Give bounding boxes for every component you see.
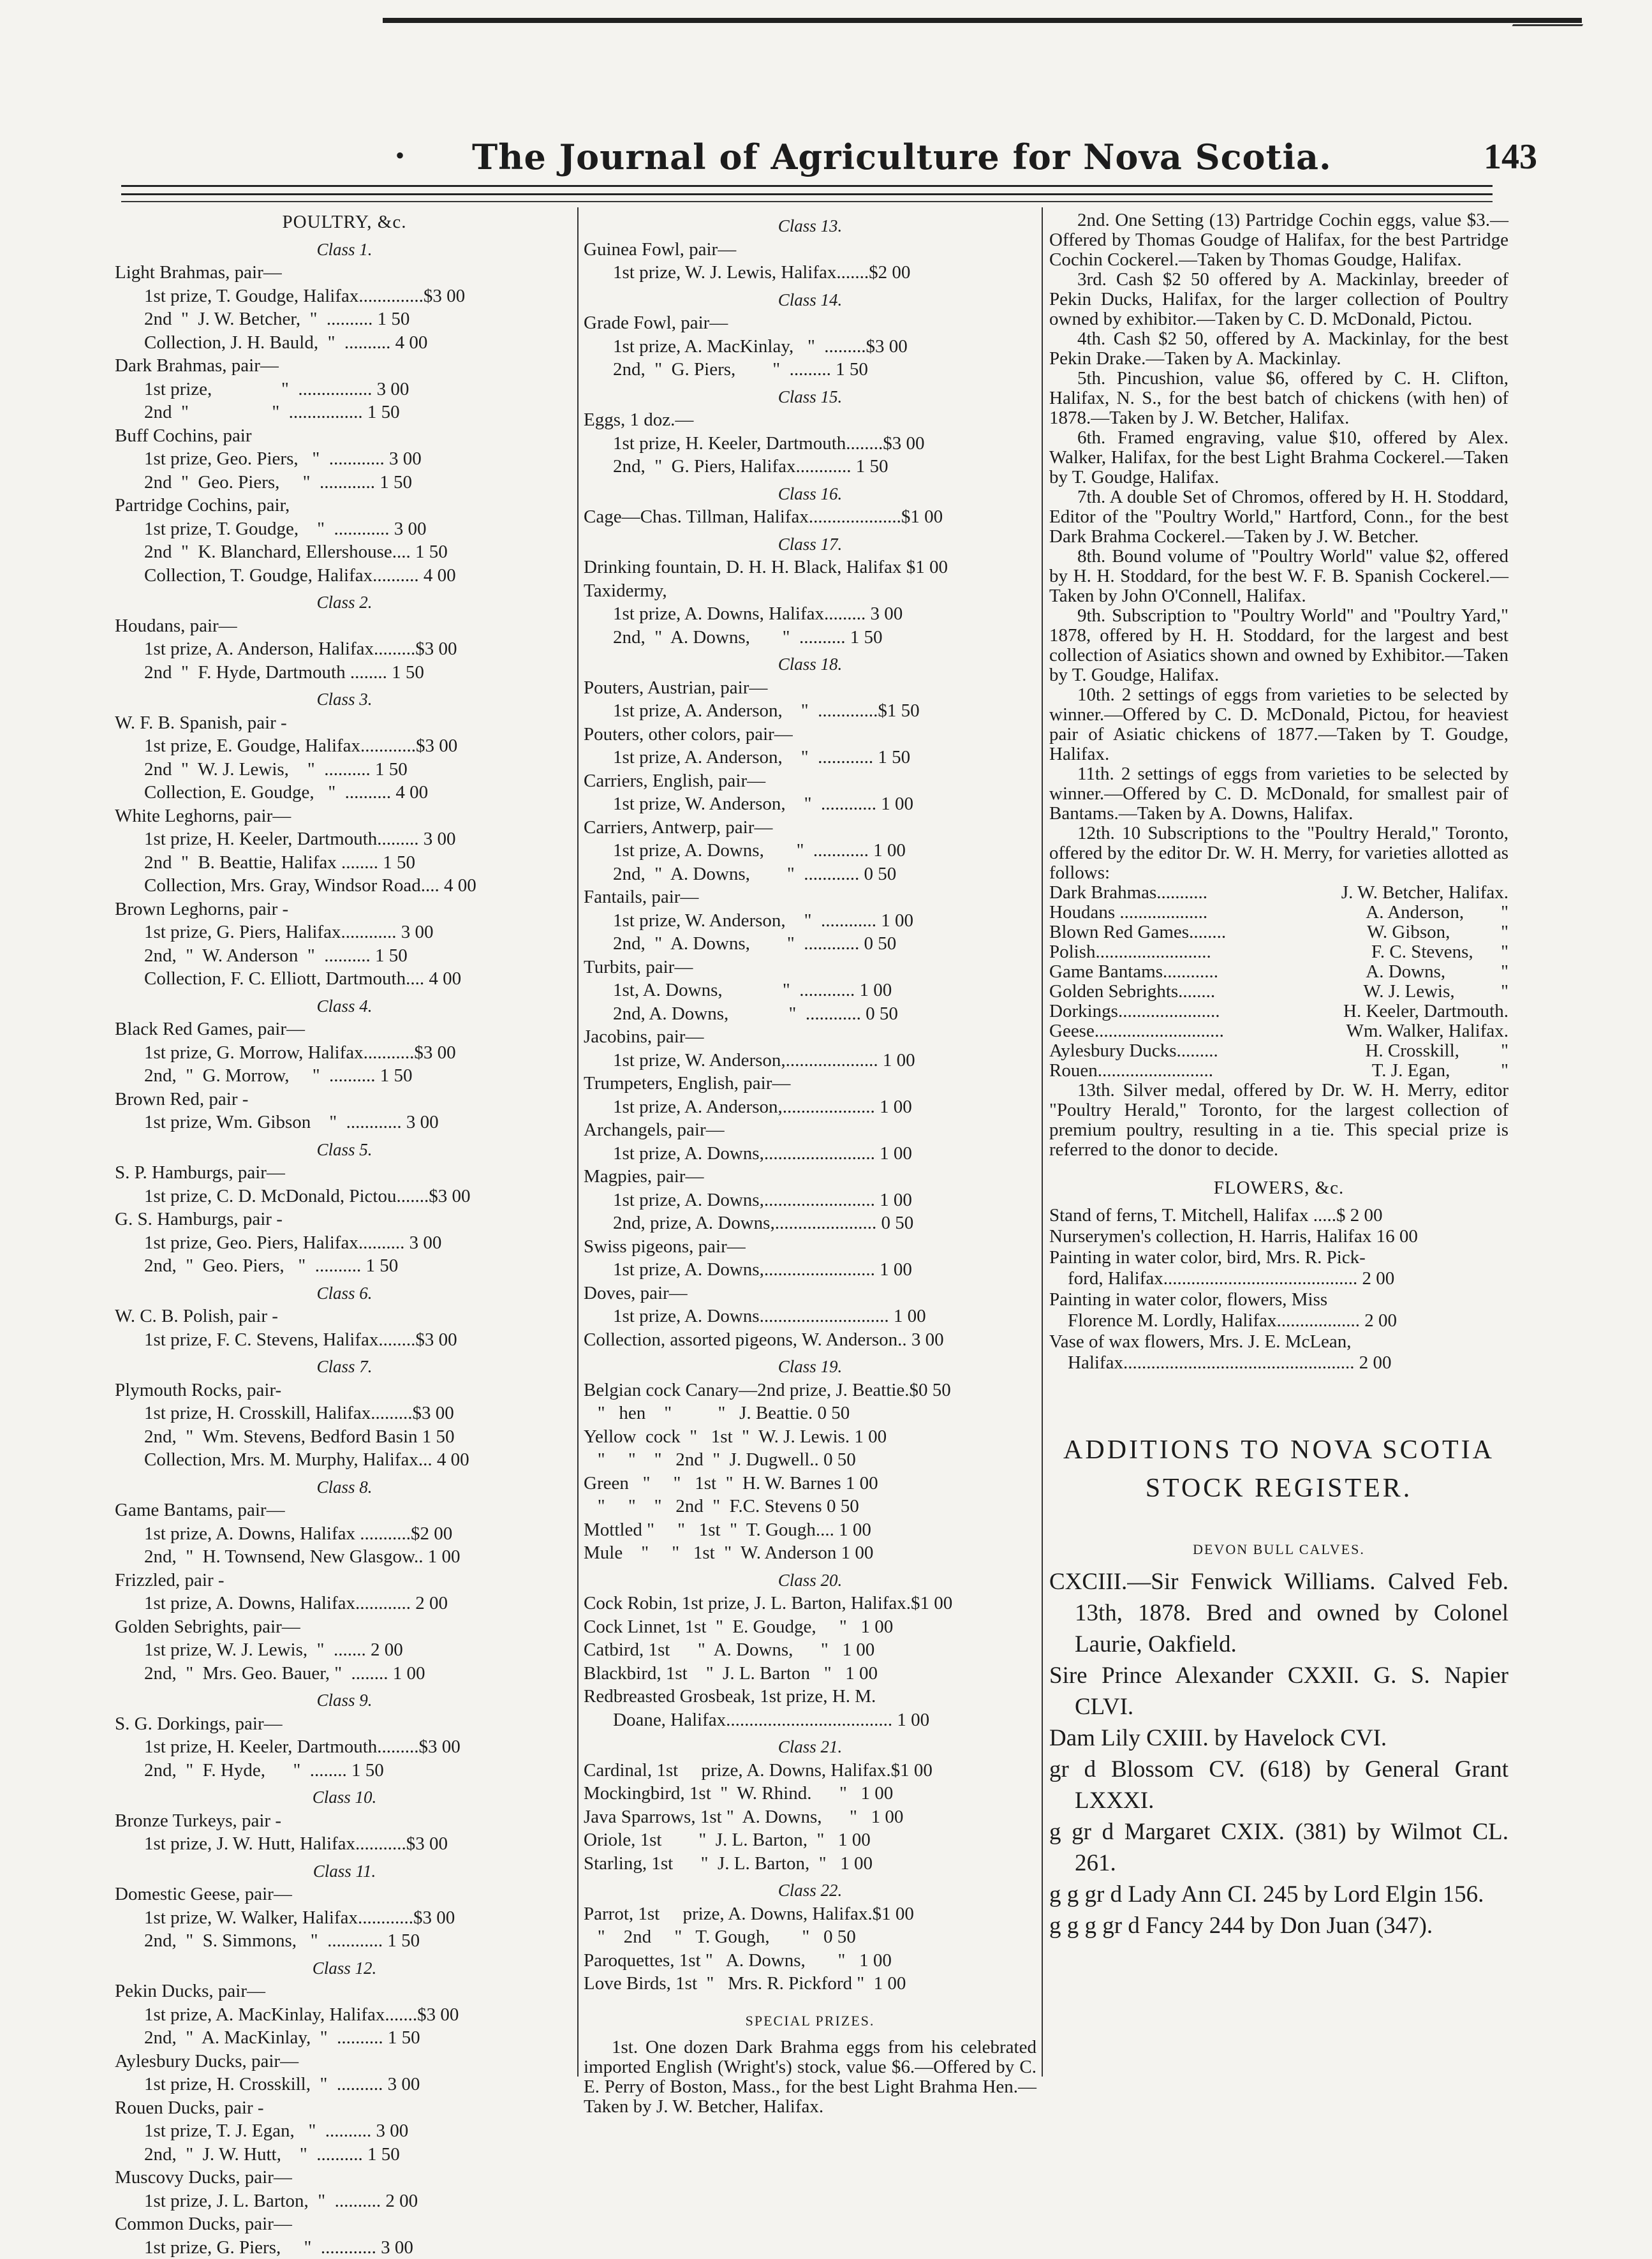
- class-heading: Class 12.: [115, 1957, 574, 1980]
- prize-line: Collection, T. Goudge, Halifax.......... 4 00: [115, 564, 574, 588]
- class-heading: Class 8.: [115, 1476, 574, 1499]
- class-heading: Class 3.: [115, 688, 574, 711]
- class-heading: Class 5.: [115, 1138, 574, 1162]
- prize-line: 1st prize, A. Anderson, " ............ 1 50: [584, 746, 1036, 769]
- prize-line: 1st prize, H. Keeler, Dartmouth......... 3 00: [115, 827, 574, 851]
- prize-line: 2nd, " A. Downs, " .......... 1 50: [584, 626, 1036, 649]
- entry-title: Pekin Ducks, pair—: [115, 1980, 574, 2003]
- header-rule-thin: [121, 201, 1493, 202]
- entry-title: " 2nd " T. Gough, " 0 50: [584, 1925, 1036, 1949]
- class-heading: Class 4.: [115, 995, 574, 1018]
- class-heading: Class 19.: [584, 1355, 1036, 1379]
- class-heading: Class 11.: [115, 1860, 574, 1883]
- special-prize-entry: 12th. 10 Subscriptions to the "Poultry Herald," Toronto, offered by the editor Dr. W. H. Merry, for varieties allotted as follows:: [1049, 824, 1508, 883]
- entry-title: Starling, 1st " J. L. Barton, " 1 00: [584, 1852, 1036, 1876]
- entry-title: Yellow cock " 1st " W. J. Lewis. 1 00: [584, 1425, 1036, 1449]
- header-dot: •: [395, 140, 404, 170]
- class-heading: Class 7.: [115, 1355, 574, 1379]
- entry-title: " " " 2nd " J. Dugwell.. 0 50: [584, 1448, 1036, 1472]
- allotment-variety: Blown Red Games........: [1049, 922, 1226, 942]
- allotment-variety: Game Bantams............: [1049, 962, 1218, 982]
- top-border-bar: [383, 18, 1582, 23]
- prize-line: 1st prize, W. Anderson, " ............ 1 00: [584, 909, 1036, 933]
- allotment-row: [1049, 922, 1508, 942]
- entry-title: Houdans, pair—: [115, 614, 574, 638]
- allotment-row: [1049, 1002, 1508, 1021]
- prize-line: 2nd, " J. W. Hutt, " .......... 1 50: [115, 2143, 574, 2166]
- prize-line: 2nd, A. Downs, " ............ 0 50: [584, 1002, 1036, 1026]
- prize-line: 1st prize, A. Downs,........................ 1 00: [584, 1189, 1036, 1212]
- prize-line: 1st prize, A. Anderson, Halifax.........$3 00: [115, 637, 574, 661]
- prize-line: 2nd " F. Hyde, Dartmouth ........ 1 50: [115, 661, 574, 685]
- register-line: Sire Prince Alexander CXXII. G. S. Napier CLVI.: [1049, 1660, 1508, 1722]
- class-heading: Class 20.: [584, 1569, 1036, 1592]
- column-poultry: [115, 211, 574, 2259]
- prize-line: 1st prize, Geo. Piers, Halifax.......... 3 00: [115, 1231, 574, 1255]
- prize-line: 2nd " " ................ 1 50: [115, 401, 574, 424]
- register-line: gr d Blossom CV. (618) by General Grant LXXXI.: [1049, 1754, 1508, 1816]
- column-special-prizes: [1049, 211, 1508, 1941]
- prize-line: 1st prize, H. Keeler, Dartmouth.........$3 00: [115, 1735, 574, 1759]
- register-entries: [1049, 1566, 1508, 1941]
- register-line: g g gr d Lady Ann CI. 245 by Lord Elgin 156.: [1049, 1879, 1508, 1910]
- allotment-variety: Aylesbury Ducks.........: [1049, 1041, 1218, 1061]
- register-line: g gr d Margaret CXIX. (381) by Wilmot CL. 261.: [1049, 1816, 1508, 1879]
- entry-title: Frizzled, pair -: [115, 1569, 574, 1592]
- prize-line: 1st prize, A. Anderson,.................... 1 00: [584, 1095, 1036, 1119]
- entry-title: Rouen Ducks, pair -: [115, 2096, 574, 2120]
- prize-line: 1st prize, C. D. McDonald, Pictou.......$3 00: [115, 1185, 574, 1208]
- entry-title: G. S. Hamburgs, pair -: [115, 1208, 574, 1231]
- entry-title: Love Birds, 1st " Mrs. R. Pickford " 1 00: [584, 1972, 1036, 1996]
- allotment-winner: H. Keeler, Dartmouth.: [1343, 1002, 1508, 1021]
- allotment-variety: Houdans ...................: [1049, 903, 1207, 922]
- entry-title: Pouters, Austrian, pair—: [584, 676, 1036, 700]
- class-heading: Class 10.: [115, 1786, 574, 1809]
- special-prize-13: 13th. Silver medal, offered by Dr. W. H. Merry, editor "Poultry Herald," Toronto, for the largest collection of premium poultry, resulting in a tie. This special prize is referred to the donor to decide.: [1049, 1081, 1508, 1160]
- prize-line: 1st prize, A. Downs,........................ 1 00: [584, 1258, 1036, 1282]
- prize-line: 2nd, " Mrs. Geo. Bauer, " ........ 1 00: [115, 1662, 574, 1685]
- prize-line: 1st prize, W. Walker, Halifax............$3 00: [115, 1906, 574, 1930]
- entry-title: Cage—Chas. Tillman, Halifax....................$1 00: [584, 505, 1036, 529]
- prize-line: 2nd, " A. Downs, " ............ 0 50: [584, 863, 1036, 886]
- entry-title: Domestic Geese, pair—: [115, 1883, 574, 1906]
- register-line: g g g gr d Fancy 244 by Don Juan (347).: [1049, 1910, 1508, 1941]
- entry-title: S. P. Hamburgs, pair—: [115, 1161, 574, 1185]
- prize-line: 1st prize, Wm. Gibson " ............ 3 00: [115, 1111, 574, 1134]
- prize-line: Collection, E. Goudge, " .......... 4 00: [115, 781, 574, 804]
- special-prize-entry: 2nd. One Setting (13) Partridge Cochin eggs, value $3.—Offered by Thomas Goudge of Halifax, for the best Partridge Cochin Cockerel.—Taken by Thomas Goudge, Halifax.: [1049, 211, 1508, 270]
- prize-line: 2nd, " G. Piers, Halifax............ 1 50: [584, 455, 1036, 478]
- page-number: 143: [1484, 137, 1537, 177]
- special-prize-entry: 8th. Bound volume of "Poultry World" value $2, offered by H. H. Stoddard, for the best W. F. B. Spanish Cockerel.—Taken by John O'Connell, Halifax.: [1049, 547, 1508, 606]
- allotment-variety: Dorkings......................: [1049, 1002, 1220, 1021]
- prize-line: Collection, F. C. Elliott, Dartmouth.... 4 00: [115, 967, 574, 991]
- flower-entry: Painting in water color, flowers, Miss: [1049, 1289, 1508, 1310]
- prize-line: 2nd, " G. Piers, " ......... 1 50: [584, 358, 1036, 381]
- entry-title: White Leghorns, pair—: [115, 804, 574, 828]
- allotment-row: [1049, 903, 1508, 922]
- register-line: Dam Lily CXIII. by Havelock CVI.: [1049, 1722, 1508, 1754]
- entry-title: Pouters, other colors, pair—: [584, 723, 1036, 746]
- entry-title: Brown Red, pair -: [115, 1088, 574, 1111]
- class-heading: Class 21.: [584, 1735, 1036, 1759]
- prize-line: 1st prize, A. Anderson, " .............$1 50: [584, 699, 1036, 723]
- allotment-winner: A. Anderson, ": [1366, 903, 1508, 922]
- prize-line: 2nd " Geo. Piers, " ............ 1 50: [115, 471, 574, 494]
- entry-title: Collection, assorted pigeons, W. Anderson.. 3 00: [584, 1328, 1036, 1352]
- entry-title: Buff Cochins, pair: [115, 424, 574, 448]
- entry-title: Catbird, 1st " A. Downs, " 1 00: [584, 1638, 1036, 1662]
- prize-line: 1st prize, T. Goudge, " ............ 3 00: [115, 517, 574, 541]
- allotment-row: [1049, 962, 1508, 982]
- prize-line: 1st prize, G. Piers, Halifax............ 3 00: [115, 921, 574, 944]
- scan-mark: [1512, 5, 1594, 26]
- allotment-row: [1049, 1021, 1508, 1041]
- prize-line: 1st prize, H. Crosskill, Halifax.........$3 00: [115, 1402, 574, 1425]
- entry-title: Turbits, pair—: [584, 956, 1036, 979]
- prize-line: 1st prize, J. L. Barton, " .......... 2 00: [115, 2189, 574, 2213]
- entry-title: Brown Leghorns, pair -: [115, 898, 574, 921]
- prize-line: 2nd, " G. Morrow, " .......... 1 50: [115, 1064, 574, 1088]
- section-heading: POULTRY, &c.: [115, 211, 574, 234]
- prize-line: 1st prize, A. Downs, " ............ 1 00: [584, 839, 1036, 863]
- prize-line: 2nd, " Geo. Piers, " .......... 1 50: [115, 1254, 574, 1278]
- prize-line: 1st prize, A. MacKinlay, Halifax.......$3 00: [115, 2003, 574, 2027]
- entry-title: Fantails, pair—: [584, 885, 1036, 909]
- devon-heading: DEVON BULL CALVES.: [1049, 1538, 1508, 1562]
- class-heading: Class 14.: [584, 288, 1036, 312]
- prize-line: 1st prize, A. Downs, Halifax ...........$2 00: [115, 1522, 574, 1546]
- entry-title: Plymouth Rocks, pair-: [115, 1379, 574, 1402]
- entry-title: Doves, pair—: [584, 1282, 1036, 1305]
- additions-heading: ADDITIONS TO NOVA SCOTIA: [1049, 1431, 1508, 1469]
- special-prize-entry: 7th. A double Set of Chromos, offered by H. H. Stoddard, Editor of the "Poultry World," Hartford, Conn., for the best Dark Brahma Cockerel.—Taken by J. W. Betcher.: [1049, 487, 1508, 547]
- allotment-variety: Dark Brahmas...........: [1049, 883, 1207, 903]
- allotment-winner: H. Crosskill, ": [1365, 1041, 1508, 1061]
- prize-line: 1st prize, E. Goudge, Halifax............$3 00: [115, 734, 574, 758]
- entry-title: Common Ducks, pair—: [115, 2212, 574, 2236]
- entry-title: Mottled " " 1st " T. Gough.... 1 00: [584, 1518, 1036, 1542]
- allotment-row: [1049, 1061, 1508, 1081]
- stock-register-heading: STOCK REGISTER.: [1049, 1469, 1508, 1507]
- prize-line: 1st prize, H. Keeler, Dartmouth........$3 00: [584, 432, 1036, 456]
- prize-line: Collection, Mrs. Gray, Windsor Road.... 4 00: [115, 874, 574, 898]
- prize-line: 1st prize, H. Crosskill, " .......... 3 00: [115, 2073, 574, 2096]
- class-heading: Class 16.: [584, 482, 1036, 506]
- class-heading: Class 22.: [584, 1879, 1036, 1902]
- entry-title: Belgian cock Canary—2nd prize, J. Beattie.$0 50: [584, 1379, 1036, 1402]
- allotment-variety: Rouen.........................: [1049, 1061, 1213, 1081]
- entry-title: Oriole, 1st " J. L. Barton, " 1 00: [584, 1828, 1036, 1852]
- entry-title: Blackbird, 1st " J. L. Barton " 1 00: [584, 1662, 1036, 1685]
- entry-title: Light Brahmas, pair—: [115, 261, 574, 285]
- flowers-list: [1049, 1205, 1508, 1374]
- allotment-variety: Golden Sebrights........: [1049, 982, 1215, 1002]
- entry-title: Parrot, 1st prize, A. Downs, Halifax.$1 00: [584, 1902, 1036, 1926]
- class-heading: Class 13.: [584, 214, 1036, 238]
- prize-line: 1st, A. Downs, " ............ 1 00: [584, 979, 1036, 1002]
- prize-line: 1st prize, A. Downs,........................ 1 00: [584, 1142, 1036, 1166]
- flower-entry: Stand of ferns, T. Mitchell, Halifax .....$ 2 00: [1049, 1205, 1508, 1226]
- entry-title: Aylesbury Ducks, pair—: [115, 2050, 574, 2073]
- allotment-row: [1049, 942, 1508, 962]
- prize-line: 1st prize, F. C. Stevens, Halifax........$3 00: [115, 1328, 574, 1352]
- special-prizes-list: [1049, 211, 1508, 883]
- flowers-heading: FLOWERS, &c.: [1049, 1176, 1508, 1200]
- entry-title: Swiss pigeons, pair—: [584, 1235, 1036, 1259]
- special-prize-entry: 4th. Cash $2 50, offered by A. Mackinlay, for the best Pekin Drake.—Taken by A. Mackinlay.: [1049, 329, 1508, 369]
- entry-title: W. F. B. Spanish, pair -: [115, 711, 574, 735]
- column-rule-1: [577, 207, 579, 2077]
- prize-line: 1st prize, A. Downs, Halifax............ 2 00: [115, 1592, 574, 1615]
- class-heading: Class 18.: [584, 653, 1036, 676]
- allotment-winner: Wm. Walker, Halifax.: [1346, 1021, 1508, 1041]
- prize-line: 2nd " W. J. Lewis, " .......... 1 50: [115, 758, 574, 781]
- entry-title: Magpies, pair—: [584, 1165, 1036, 1189]
- allotment-winner: T. J. Egan, ": [1372, 1061, 1508, 1081]
- entry-title: Mockingbird, 1st " W. Rhind. " 1 00: [584, 1782, 1036, 1805]
- journal-title: The Journal of Agriculture for Nova Scotia.: [472, 137, 1365, 177]
- entry-title: Dark Brahmas, pair—: [115, 354, 574, 378]
- prize-line: 2nd, " Wm. Stevens, Bedford Basin 1 50: [115, 1425, 574, 1449]
- entry-title: Muscovy Ducks, pair—: [115, 2166, 574, 2189]
- allotment-table: [1049, 883, 1508, 1081]
- entry-title: Redbreasted Grosbeak, 1st prize, H. M.: [584, 1685, 1036, 1708]
- column-classes-13-22: [584, 211, 1036, 2117]
- entry-title: Partridge Cochins, pair,: [115, 494, 574, 517]
- entry-title: Archangels, pair—: [584, 1118, 1036, 1142]
- prize-line: 1st prize, T. J. Egan, " .......... 3 00: [115, 2119, 574, 2143]
- entry-title: " " " 2nd " F.C. Stevens 0 50: [584, 1495, 1036, 1518]
- special-prize-entry: 10th. 2 settings of eggs from varieties to be selected by winner.—Offered by C. D. McDonald, Pictou, for heaviest pair of Asiatic chickens of 1877.—Taken by T. Goudge, Halifax.: [1049, 685, 1508, 764]
- prize-line: 1st prize, G. Morrow, Halifax...........$3 00: [115, 1041, 574, 1065]
- entry-title: " hen " " J. Beattie. 0 50: [584, 1402, 1036, 1425]
- prize-line: 2nd, " H. Townsend, New Glasgow.. 1 00: [115, 1545, 574, 1569]
- prize-line: 2nd, " F. Hyde, " ........ 1 50: [115, 1759, 574, 1782]
- allotment-variety: Geese............................: [1049, 1021, 1224, 1041]
- register-line: CXCIII.—Sir Fenwick Williams. Calved Feb. 13th, 1878. Bred and owned by Colonel Laurie, Oakfield.: [1049, 1566, 1508, 1660]
- entry-title: Trumpeters, English, pair—: [584, 1072, 1036, 1095]
- entry-title: Black Red Games, pair—: [115, 1018, 574, 1041]
- special-prize-entry: 9th. Subscription to "Poultry World" and "Poultry Yard," 1878, offered by H. H. Stoddard, for the largest and best collection of Asiatics shown and owned by Exhibitor.—Taken by T. Goudge, Halifax.: [1049, 606, 1508, 685]
- entry-title: Java Sparrows, 1st " A. Downs, " 1 00: [584, 1805, 1036, 1829]
- prize-line: 2nd " B. Beattie, Halifax ........ 1 50: [115, 851, 574, 875]
- prize-line: 2nd, " W. Anderson " .......... 1 50: [115, 944, 574, 968]
- allotment-winner: W. Gibson, ": [1367, 922, 1508, 942]
- prize-line: 1st prize, W. Anderson, " ............ 1 00: [584, 792, 1036, 816]
- prize-line: 2nd, " A. MacKinlay, " .......... 1 50: [115, 2026, 574, 2050]
- entry-title: Guinea Fowl, pair—: [584, 238, 1036, 262]
- class-heading: Class 15.: [584, 385, 1036, 409]
- allotment-winner: A. Downs, ": [1366, 962, 1508, 982]
- entry-title: Carriers, English, pair—: [584, 769, 1036, 793]
- prize-line: 1st prize, W. J. Lewis, Halifax.......$2 00: [584, 261, 1036, 285]
- prize-line: 1st prize, A. Downs, Halifax......... 3 00: [584, 602, 1036, 626]
- prize-line: Doane, Halifax.................................... 1 00: [584, 1708, 1036, 1732]
- prize-line: 2nd, " S. Simmons, " ............ 1 50: [115, 1929, 574, 1953]
- flower-entry: Halifax.................................................. 2 00: [1049, 1352, 1508, 1374]
- prize-line: 1st prize, G. Piers, " ............ 3 00: [115, 2236, 574, 2259]
- special-prize-entry: 11th. 2 settings of eggs from varieties to be selected by winner.—Offered by C. D. McDonald, for smallest pair of Bantams.—Taken by A. Downs, Halifax.: [1049, 764, 1508, 824]
- entry-title: Golden Sebrights, pair—: [115, 1615, 574, 1639]
- entry-title: Taxidermy,: [584, 579, 1036, 603]
- prize-line: 1st prize, T. Goudge, Halifax..............$3 00: [115, 285, 574, 308]
- prize-line: 2nd, prize, A. Downs,...................... 0 50: [584, 1211, 1036, 1235]
- entry-title: Carriers, Antwerp, pair—: [584, 816, 1036, 840]
- entry-title: Cardinal, 1st prize, A. Downs, Halifax.$1 00: [584, 1759, 1036, 1782]
- prize-line: 1st prize, A. MacKinlay, " .........$3 00: [584, 335, 1036, 359]
- entry-title: Eggs, 1 doz.—: [584, 408, 1036, 432]
- prize-line: 1st prize, W. J. Lewis, " ....... 2 00: [115, 1638, 574, 1662]
- class-heading: Class 1.: [115, 238, 574, 262]
- entry-title: Cock Robin, 1st prize, J. L. Barton, Halifax.$1 00: [584, 1592, 1036, 1615]
- prize-line: Collection, J. H. Bauld, " .......... 4 00: [115, 331, 574, 355]
- allotment-variety: Polish.........................: [1049, 942, 1211, 962]
- prize-line: Collection, Mrs. M. Murphy, Halifax... 4 00: [115, 1448, 574, 1472]
- prize-line: 2nd, " A. Downs, " ............ 0 50: [584, 932, 1036, 956]
- header-rule-double: [121, 185, 1493, 195]
- allotment-row: [1049, 982, 1508, 1002]
- special-prize-entry: 3rd. Cash $2 50 offered by A. Mackinlay, breeder of Pekin Ducks, Halifax, for the larger collection of Poultry owned by exhibitor.—Taken by C. D. McDonald, Pictou.: [1049, 270, 1508, 329]
- entry-title: Cock Linnet, 1st " E. Goudge, " 1 00: [584, 1615, 1036, 1639]
- prize-line: 1st prize, " ................ 3 00: [115, 378, 574, 401]
- flower-entry: Florence M. Lordly, Halifax.................. 2 00: [1049, 1310, 1508, 1331]
- class-heading: Class 6.: [115, 1282, 574, 1305]
- entry-title: Game Bantams, pair—: [115, 1499, 574, 1522]
- flower-entry: Painting in water color, bird, Mrs. R. Pick-: [1049, 1247, 1508, 1268]
- prize-line: 2nd " J. W. Betcher, " .......... 1 50: [115, 307, 574, 331]
- prize-line: 1st prize, J. W. Hutt, Halifax...........$3 00: [115, 1832, 574, 1856]
- allotment-winner: F. C. Stevens, ": [1371, 942, 1508, 962]
- entry-title: Paroquettes, 1st " A. Downs, " 1 00: [584, 1949, 1036, 1973]
- flower-entry: Nurserymen's collection, H. Harris, Halifax 16 00: [1049, 1226, 1508, 1247]
- column-rule-2: [1042, 207, 1043, 2077]
- entry-title: Drinking fountain, D. H. H. Black, Halifax $1 00: [584, 556, 1036, 579]
- entry-title: Jacobins, pair—: [584, 1025, 1036, 1049]
- entry-title: W. C. B. Polish, pair -: [115, 1305, 574, 1328]
- flower-entry: Vase of wax flowers, Mrs. J. E. McLean,: [1049, 1331, 1508, 1352]
- allotment-row: [1049, 883, 1508, 903]
- prize-line: 1st prize, W. Anderson,.................... 1 00: [584, 1049, 1036, 1072]
- class-heading: Class 9.: [115, 1689, 574, 1712]
- class-heading: Class 2.: [115, 591, 574, 614]
- prize-line: 1st prize, A. Downs............................ 1 00: [584, 1305, 1036, 1328]
- allotment-winner: J. W. Betcher, Halifax.: [1341, 883, 1508, 903]
- entry-title: S. G. Dorkings, pair—: [115, 1712, 574, 1736]
- special-prize-entry: 6th. Framed engraving, value $10, offered by Alex. Walker, Halifax, for the best Light Brahma Cockerel.—Taken by T. Goudge, Halifax.: [1049, 428, 1508, 487]
- prize-line: 2nd " K. Blanchard, Ellershouse.... 1 50: [115, 540, 574, 564]
- entry-title: Bronze Turkeys, pair -: [115, 1809, 574, 1833]
- special-prizes-heading: SPECIAL PRIZES.: [584, 2010, 1036, 2033]
- special-prize-entry: 5th. Pincushion, value $6, offered by C. H. Clifton, Halifax, N. S., for the best batch of chickens (with hen) of 1878.—Taken by J. W. Betcher, Halifax.: [1049, 369, 1508, 428]
- special-prize-1: 1st. One dozen Dark Brahma eggs from his celebrated imported English (Wright's) stock, value $6.—Offered by C. E. Perry of Boston, Mass., for the best Light Brahma Hen.—Taken by J. W. Betcher, Halifax.: [584, 2038, 1036, 2117]
- entry-title: Green " " 1st " H. W. Barnes 1 00: [584, 1472, 1036, 1495]
- entry-title: Grade Fowl, pair—: [584, 311, 1036, 335]
- prize-line: 1st prize, Geo. Piers, " ............ 3 00: [115, 447, 574, 471]
- allotment-winner: W. J. Lewis, ": [1364, 982, 1508, 1002]
- class-heading: Class 17.: [584, 533, 1036, 556]
- entry-title: Mule " " 1st " W. Anderson 1 00: [584, 1541, 1036, 1565]
- allotment-row: [1049, 1041, 1508, 1061]
- flower-entry: ford, Halifax.......................................... 2 00: [1049, 1268, 1508, 1289]
